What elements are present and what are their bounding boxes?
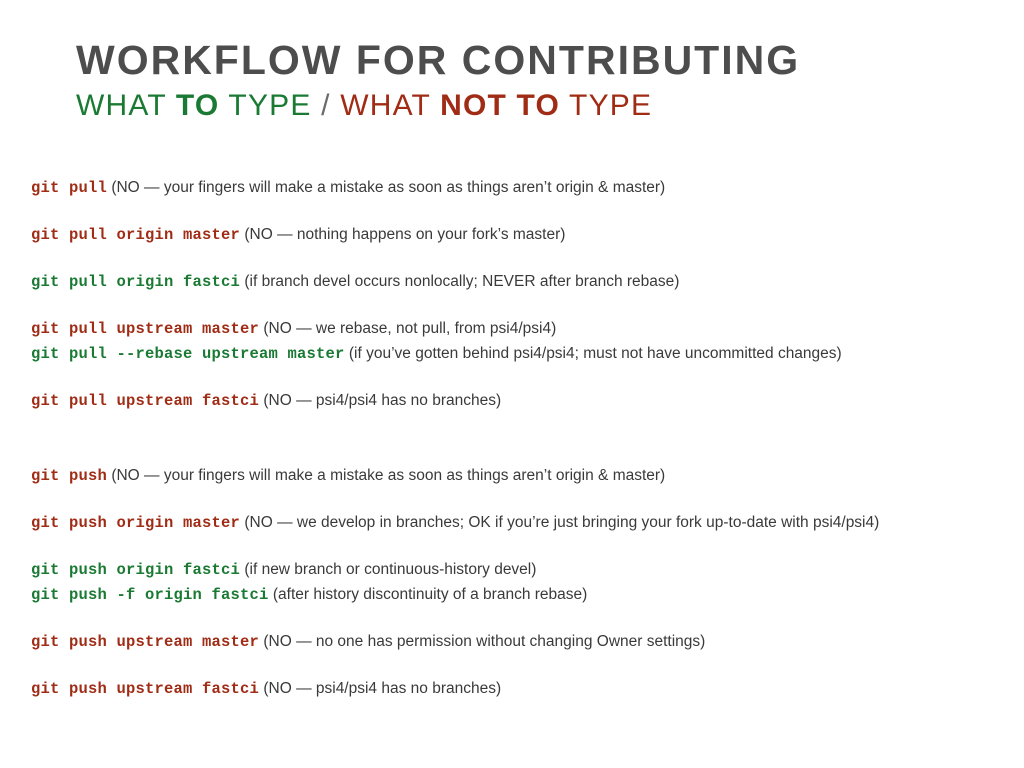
subtitle-to-emphasis: TO	[175, 89, 220, 122]
command-list	[31, 178, 1011, 699]
spacer	[31, 652, 1011, 679]
git-command: git push -f origin fastci	[31, 586, 269, 604]
spacer	[31, 605, 1011, 632]
command-line	[31, 585, 1011, 605]
command-line	[31, 178, 1011, 198]
spacer	[31, 292, 1011, 319]
title-block	[76, 37, 801, 122]
git-command: git push upstream fastci	[31, 680, 260, 698]
command-note: (if branch devel occurs nonlocally; NEVER after branch rebase)	[240, 273, 680, 290]
command-line	[31, 319, 1011, 339]
command-line	[31, 513, 1011, 533]
git-command: git push	[31, 467, 108, 485]
subtitle-what-to: WHAT	[76, 89, 176, 122]
command-note: (if new branch or continuous-history devel)	[240, 561, 537, 578]
command-note: (NO — your fingers will make a mistake as soon as things aren’t origin & master)	[107, 179, 666, 196]
git-command: git pull upstream fastci	[31, 392, 260, 410]
subtitle-type-2: TYPE	[560, 89, 653, 122]
command-note: (NO — nothing happens on your fork’s master)	[240, 226, 566, 243]
page-subtitle	[76, 91, 800, 121]
command-note: (NO — we rebase, not pull, from psi4/psi4)	[259, 320, 557, 337]
subtitle-what-not: WHAT	[340, 89, 441, 122]
command-note: (NO — psi4/psi4 has no branches)	[259, 392, 502, 409]
spacer	[31, 245, 1011, 272]
command-note: (after history discontinuity of a branch rebase)	[268, 586, 588, 603]
git-command: git pull origin fastci	[31, 273, 241, 291]
command-note: (NO — your fingers will make a mistake as soon as things aren’t origin & master)	[107, 467, 666, 484]
command-line	[31, 679, 1011, 699]
git-command: git pull --rebase upstream master	[31, 345, 345, 363]
git-command: git pull upstream master	[31, 320, 260, 338]
command-line	[31, 225, 1011, 245]
command-line	[31, 632, 1011, 652]
git-command: git push origin fastci	[31, 561, 241, 579]
subtitle-separator: /	[311, 89, 341, 122]
git-command: git push upstream master	[31, 633, 260, 651]
git-command: git push origin master	[31, 514, 241, 532]
command-line	[31, 344, 1011, 364]
command-line	[31, 466, 1011, 486]
subtitle-not-to-emphasis: NOT TO	[440, 89, 561, 122]
command-note: (NO — psi4/psi4 has no branches)	[259, 680, 502, 697]
git-command: git pull	[31, 179, 108, 197]
page-title: WORKFLOW FOR CONTRIBUTING	[76, 37, 801, 83]
git-command: git pull origin master	[31, 226, 241, 244]
spacer	[31, 364, 1011, 391]
spacer	[31, 411, 1011, 466]
command-line	[31, 272, 1011, 292]
subtitle-type-1: TYPE	[219, 89, 312, 122]
command-note: (NO — we develop in branches; OK if you’re just bringing your fork up-to-date with psi4/psi4)	[240, 514, 880, 531]
command-line	[31, 560, 1011, 580]
command-note: (NO — no one has permission without changing Owner settings)	[259, 633, 706, 650]
spacer	[31, 533, 1011, 560]
command-note: (if you’ve gotten behind psi4/psi4; must not have uncommitted changes)	[344, 345, 842, 362]
spacer	[31, 198, 1011, 225]
spacer	[31, 486, 1011, 513]
command-line	[31, 391, 1011, 411]
